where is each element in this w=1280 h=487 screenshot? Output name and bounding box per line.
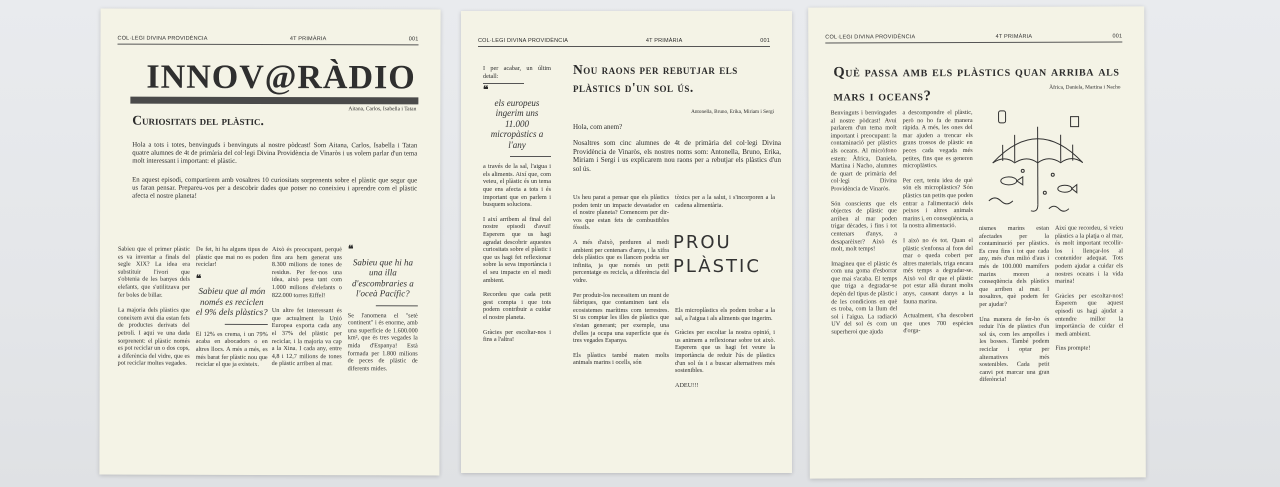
pull-quote-text: Sabieu que al món només es reciclen el 9% dels plàstics? [195,286,268,318]
column-paragraph: La majoria dels plàstics que coneixem avui dia estan fets de productes derivats del petroli. I aquí ve una dada sorprenent: el plàstic només es pot reciclar un o dos cops, a diferència del vidre, que es pot reciclar moltes vegades. [117,306,190,368]
issue-number: 001 [760,38,770,44]
column-paragraph: Els microplàstics els podem trobar a la sal, a l'aigua i als aliments que ingerim. [675,307,775,322]
intro-paragraph: Nosaltres som cinc alumnes de 4t de primària del col·legi Divina Providència de Vinaròs, els nostres noms som: Antonella, Bruno, Erika, Miriam i Sergi i us explicarem nou raons per a rebutjar els plàstics d'un sol ús. [573,139,781,173]
school-name: COL·LEGI DIVINA PROVIDÈNCIA [478,38,569,44]
quote-rule [483,83,524,84]
intro-paragraph: Hola a tots i totes, benvinguds i benvinguts al nostre pòdcast! Som Aitana, Carlos, Isabella i Tatan quatre alumnes de 4t de primària del col·legi Divina Providència de Vinaròs i us volem parlar d'un tema molt interessant i important: el plàstic. [132,141,418,166]
column-paragraph: Us heu parat a pensar que els plàstics poden tenir un impacte devastador en el nostre planeta? Comencem per dir-vos que estan fets de combustibles fòssils. [573,194,669,232]
pull-quote [348,246,418,306]
issue-number: 001 [408,36,419,43]
article-column-3 [272,246,342,375]
column-paragraph: I així arribem al final del nostre episodi d'avui! Esperem que us hagi agradat descobrir aquestes curiositats sobre el plàstic i que us hagi fet reflexionar sobre la seva importància i el seu impacte en el medi ambient. [483,215,551,284]
column-paragraph: Gràcies per escoltar-nos i fins a l'altra! [483,328,551,344]
article-column-a [573,194,669,374]
quote-rule [376,305,418,306]
grade-label: 4T PRIMÀRIA [289,36,327,43]
article-column-4 [348,246,418,380]
article-column-b [675,194,775,216]
column-paragraph: Són conscients que els objectes de plàstic que arriben al mar poden trigar dècades, i fins i tot centenars d'anys, a desaparèixer? Això és molt, molt temps! [830,199,898,253]
bag-icon [1071,117,1079,127]
header-rule [118,44,419,46]
column-paragraph: Sabieu que el primer plàstic es va inventar a finals del segle XIX? La idea era substituir l'ivori que s'obtenia de les banyes dels elefants, que s'utilitzava per fer boles de billar. [117,245,190,299]
article-title: Què passa amb els plàstics quan arriba als mars i oceans? [833,63,1120,105]
column-paragraph: nismes marins estan afectades per la contaminació per plàstics. Es creu fins i tot que cada any, més d'un milió d'aus i més de 100.000 mamífers marins moren a conseqüència dels plàstics que arriben al mar. I nosaltres, què podem fer per ajudar? [978,224,1050,308]
quote-mark-icon: ❝ [347,244,353,256]
fish-icon [1001,177,1017,185]
quote-mark-icon: ❝ [195,273,201,285]
newspaper-page-3 [808,6,1146,478]
article-authors: Antonella, Bruno, Erika, Miriam i Sergi [691,109,774,115]
column-paragraph: ADEU!!! [675,381,699,389]
column-paragraph: I això no és tot. Quan el plàstic s'enfonsa al fons del mar o queda cobert per altres materials, triga encara més temps a degradar-se. Això vol dir que el plàstic pot estar allà durant molts anys, causant danys a la fauna marina. [902,236,974,305]
article-intro [132,142,417,202]
quote-rule [225,324,268,325]
bottle-icon [999,111,1006,123]
column-paragraph: Gràcies per escoltar la nostra opinió, i us animem a reflexionar sobre tot això. Esperem que us hagi fet veure la importància de reduir l'ús de plàstics d'un sol ús i a buscar alternatives més sostenibles. [675,329,775,375]
prou-plastic-drawing [673,231,765,301]
column-paragraph: Fins prompte! [1055,344,1091,353]
quote-mark-icon: ❝ [483,85,488,97]
article-column-2 [196,246,268,376]
article-column-1 [118,246,190,375]
column-paragraph: Això és preocupant, perquè fins ara hem generat uns 8.300 milions de tones de residus. Per fer-nos una idea, això pesa tant com 1.000 milions d'elefants o 822.000 torres Eiffel! [271,246,342,299]
column-paragraph: a descompondre el plàstic, però no ho fa de manera ràpida. A més, les ones del mar ajuden a trencar els grans trossos de plàstic en peces cada vegada més petites, fins que es generen microplàstics. [902,109,973,170]
page-header [118,36,419,43]
fish-icon [1058,185,1072,192]
article-authors: Àfrica, Daniela, Martina i Nacho [1049,84,1121,91]
school-name: COL·LEGI DIVINA PROVIDÈNCIA [825,34,916,41]
article-column-3 [979,225,1050,391]
school-name: COL·LEGI DIVINA PROVIDÈNCIA [117,35,208,42]
article-column-4 [1055,224,1123,359]
column-paragraph: Així que recordeu, si veieu plàstics a la platja o al mar, és molt important recollir-los i llençar-los al contenidor adequat. Tots podem ajudar a cuidar els nostres oceans i la vida marina! [1054,224,1124,285]
pull-quote-text: els europeus ingerim uns 11.000 micropàstics a l'any [490,97,544,150]
column-paragraph: Actualment, s'ha descobert que unes 700 espècies d'orga- [903,312,974,335]
column-paragraph: Recordeu que cada petit gest compta i que tots podem contribuir a cuidar el nostre planeta. [483,291,551,321]
masthead-bar [130,97,418,105]
column-paragraph: El 12% es crema, i un 79% acaba en abocadors o en altres llocs. A més a més, es més barat fer plàstic nou que reciclar el que ja existeix. [195,330,268,369]
pull-quote-text: Sabieu que hi ha una illa d'escombraries a l'oceà Pacífic? [352,256,414,299]
page-header [478,38,770,44]
quote-rule [510,156,551,157]
column-paragraph: Una manera de fer-ho és reduir l'ús de plàstics d'un sol ús, com les ampolles i les bosses. També podem reciclar i optar per alternatives més sostenibles. Cada petit canvi pot marcar una gran diferència! [979,315,1050,384]
article-column-b-cont [675,307,775,396]
column-paragraph: A més d'això, perduren al medi ambient per centenars d'anys, i la xifra dels plàstics que es llancen podria ser infinita, ja que només un petit percentatge es recicla, a diferència del vidre. [573,238,669,284]
column-paragraph: Gràcies per escoltar-nos! Esperem que aquest episodi us hagi ajudat a entendre millor la importància de cuidar el medi ambient. [1055,292,1124,338]
column-paragraph: a través de la sal, l'aigua i els aliments. Així que, com veieu, el plàstic és un tema que ens afecta a tots i és important que en parlem i busquem solucions. [483,163,551,209]
umbrella-fish-illustration [979,105,1097,223]
article-column-2 [903,109,974,342]
article-title: Curiositats del plàstic. [132,112,264,128]
grade-label: 4T PRIMÀRIA [995,33,1033,40]
header-rule [478,46,770,47]
column-paragraph: Benvinguts i benvingudes al nostre pòdcast! Avui parlarem d'un tema molt important i preocupant: la contaminació per plàstics als oceans. Al micròfono estem: Àfrica, Daniela, Martina i Nacho, alumnes de quart de primària del col·legi Divina Providència de Vinaròs. [830,109,897,193]
column-paragraph: Se l'anomena el "setè continent" i és enorme, amb una superfície de 1.600.000 km², que és tres vegades la mida d'Espanya! Està formada per 1.800 milions de peces de plàstic de diferents mides. [347,311,418,373]
article-authors: Aitana, Carlos, Isabella i Tatan [348,106,417,113]
newspaper-page-2 [461,11,792,473]
intro-paragraph: Hola, com anem? [573,123,623,131]
column-paragraph: Els plàstics també maten molts animals marins i ocells, són [573,351,669,367]
article-column-1 [831,109,898,343]
article-title: Nou raons per rebutjar els plàstics d'un sol ús. [573,62,738,95]
grade-label: 4T PRIMÀRIA [645,38,683,44]
column-paragraph: De fet, hi ha alguns tipus de plàstic que mai no es poden reciclar! [195,245,268,269]
header-rule [825,41,1122,43]
article-intro [573,123,781,181]
pull-quote [195,273,268,325]
column-paragraph: Per produir-los necessitem un munt de fàbriques, que contaminen tant els ecosistemes marítims com terrestres. Si us comptar les illes de plàstics que s'estan generant; per exemple, una d'elles ja ocupa una superfície que és tres vegades Espanya. [573,291,669,345]
column-paragraph: I per acabar, un últim detall: [483,65,551,80]
column-paragraph: Imagineu que el plàstic és com una goma d'esborrar que mai s'acaba. El temps que triga a degradar-se depèn del tipus de plàstic i de les condicions en què es troba, com la llum del sol i l'aigua. La radiació UV del sol és com un superheroi que ajuda [831,259,898,336]
column-paragraph: Un altre fet interessant és que actualment la Unió Europea exporta cada any el 37% del plàstic per reciclar, i la majoria va cap a la Xina. I cada any, entre 4,8 i 12,7 milions de tones de plàstic arriben al mar. [271,307,342,368]
drawing-text: PROU PLÀSTIC [673,232,761,277]
sidebar-column [483,65,551,351]
intro-paragraph: En aquest episodi, compartirem amb vosaltres 10 curiositats sorprenents sobre el plàstic que segur que us faran pensar. Prepareu-vos per a descobrir dades que potser no coneixieu i aprendre com el plàstic afecta el nostre planeta! [132,176,418,200]
issue-number: 001 [1112,33,1123,40]
page-header [825,33,1122,40]
masthead-title: INNOV@RÀDIO [146,58,416,97]
newspaper-page-1 [99,9,440,476]
column-paragraph: Per cert, teniu idea de què són els microplàstics? Són plàstics tan petits que poden entrar a l'alimentació dels peixos i altres animals marins i, en conseqüència, a la nostra alimentació. [902,176,973,230]
column-paragraph: tòxics per a la salut, i s'incorporen a la cadena alimentària. [675,194,775,209]
